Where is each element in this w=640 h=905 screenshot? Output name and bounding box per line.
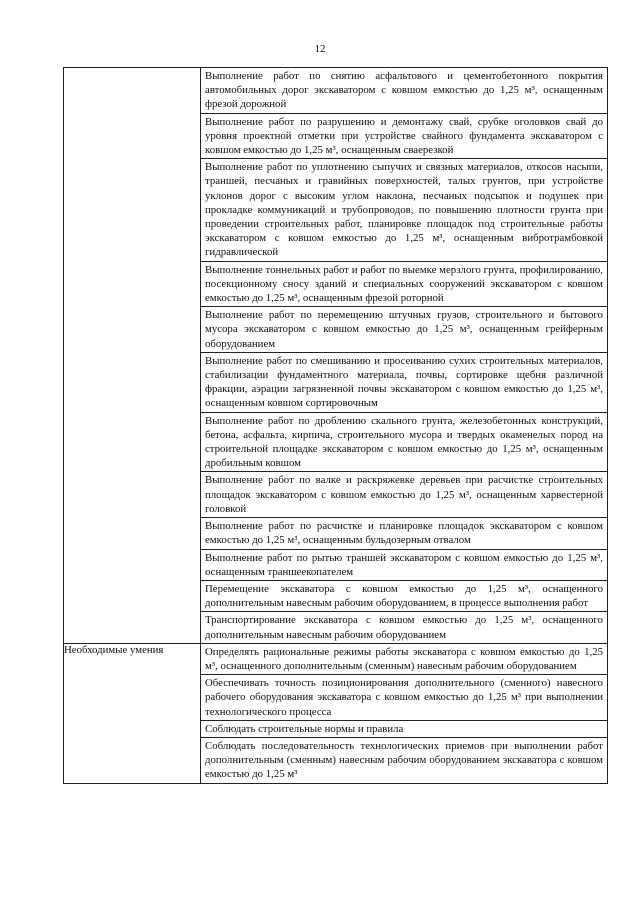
- row-content: [201, 68, 608, 644]
- row-content: [201, 643, 608, 783]
- list-item: Выполнение работ по дроблению скального грунта, железобетонных конструкций, бетона, асфальта, кирпича, строительного мусора и твердых окаменелых пород на строительной площадке экскаватором с ковшом емкостью до 1,25 м³, оснащенным дробильным ковшом: [201, 413, 607, 473]
- list-item: Обеспечивать точность позиционирования дополнительного (сменного) навесного рабочего оборудования экскаватора с ковшом емкостью до 1,25 м³ при выполнении технологического процесса: [201, 675, 607, 721]
- list-item: Выполнение работ по рытью траншей экскаватором с ковшом емкостью до 1,25 м³, оснащенным траншеекопателем: [201, 550, 607, 581]
- list-item: Соблюдать последовательность технологических приемов при выполнении работ дополнительным (сменным) навесным рабочим оборудованием экскаватора с ковшом емкостью до 1,25 м³: [205, 739, 603, 781]
- list-item: Соблюдать строительные нормы и правила: [201, 721, 607, 738]
- row-label: [64, 68, 201, 644]
- table-row: [64, 643, 608, 783]
- table-row: [64, 68, 608, 644]
- list-item: Определять рациональные режимы работы экскаватора с ковшом емкостью до 1,25 м³, оснащенного дополнительным (сменным) навесным рабочим оборудованием: [201, 644, 607, 675]
- page-number: 12: [314, 43, 326, 55]
- list-item: Выполнение работ по смешиванию и просеиванию сухих строительных материалов, стабилизации фундаментного материала, почвы, сортировке щебня различной фракции, аэрации загрязненной почвы экскаватором с ковшом емкостью до 1,25 м³, оснащенным ковшом сортировочным: [201, 353, 607, 413]
- list-item: Выполнение работ по разрушению и демонтажу свай, срубке оголовков свай до уровня проектной отметки при устройстве свайного фундамента экскаватором с ковшом емкостью до 1,25 м³, оснащенным сваерезкой: [201, 114, 607, 160]
- list-item: Перемещение экскаватора с ковшом емкостью до 1,25 м³, оснащенного дополнительным навесным рабочим оборудованием, в процессе выполнения работ: [201, 581, 607, 612]
- list-item: Выполнение работ по расчистке и планировке площадок экскаватором с ковшом емкостью до 1,25 м³, оснащенным бульдозерным отвалом: [201, 518, 607, 549]
- list-item: Выполнение работ по валке и раскряжевке деревьев при расчистке строительных площадок экскаватором с ковшом емкостью до 1,25 м³, оснащенным харвестерной головкой: [201, 472, 607, 518]
- row-label: Необходимые умения: [64, 643, 201, 783]
- list-item: Выполнение работ по уплотнению сыпучих и связных материалов, откосов насыпи, траншей, песчаных и гравийных поверхностей, талых грунтов, при устройстве уклонов дорог с высоким углом наклона, песчаных подсыпок и подушек при прокладке коммуникаций и трубопроводов, по повышению плотности грунта при проведении строительных работ, планировке площадок под строительные работы экскаватором с ковшом емкостью до 1,25 м³, оснащенным вибротрамбовкой гидравлической: [201, 159, 607, 261]
- list-item: Выполнение тоннельных работ и работ по выемке мерзлого грунта, профилированию, посекционному сносу зданий и специальных сооружений экскаватором с ковшом емкостью до 1,25 м³, оснащенным фрезой роторной: [201, 262, 607, 308]
- list-item: Транспортирование экскаватора с ковшом емкостью до 1,25 м³, оснащенного дополнительным навесным рабочим оборудованием: [205, 614, 603, 641]
- list-item: Выполнение работ по перемещению штучных грузов, строительного и бытового мусора экскаватором с ковшом емкостью до 1,25 м³, оснащенным грейферным оборудованием: [201, 307, 607, 353]
- list-item: Выполнение работ по снятию асфальтового и цементобетонного покрытия автомобильных дорог экскаватором с ковшом емкостью до 1,25 м³, оснащенным фрезой дорожной: [201, 68, 607, 114]
- skills-table: [63, 67, 608, 784]
